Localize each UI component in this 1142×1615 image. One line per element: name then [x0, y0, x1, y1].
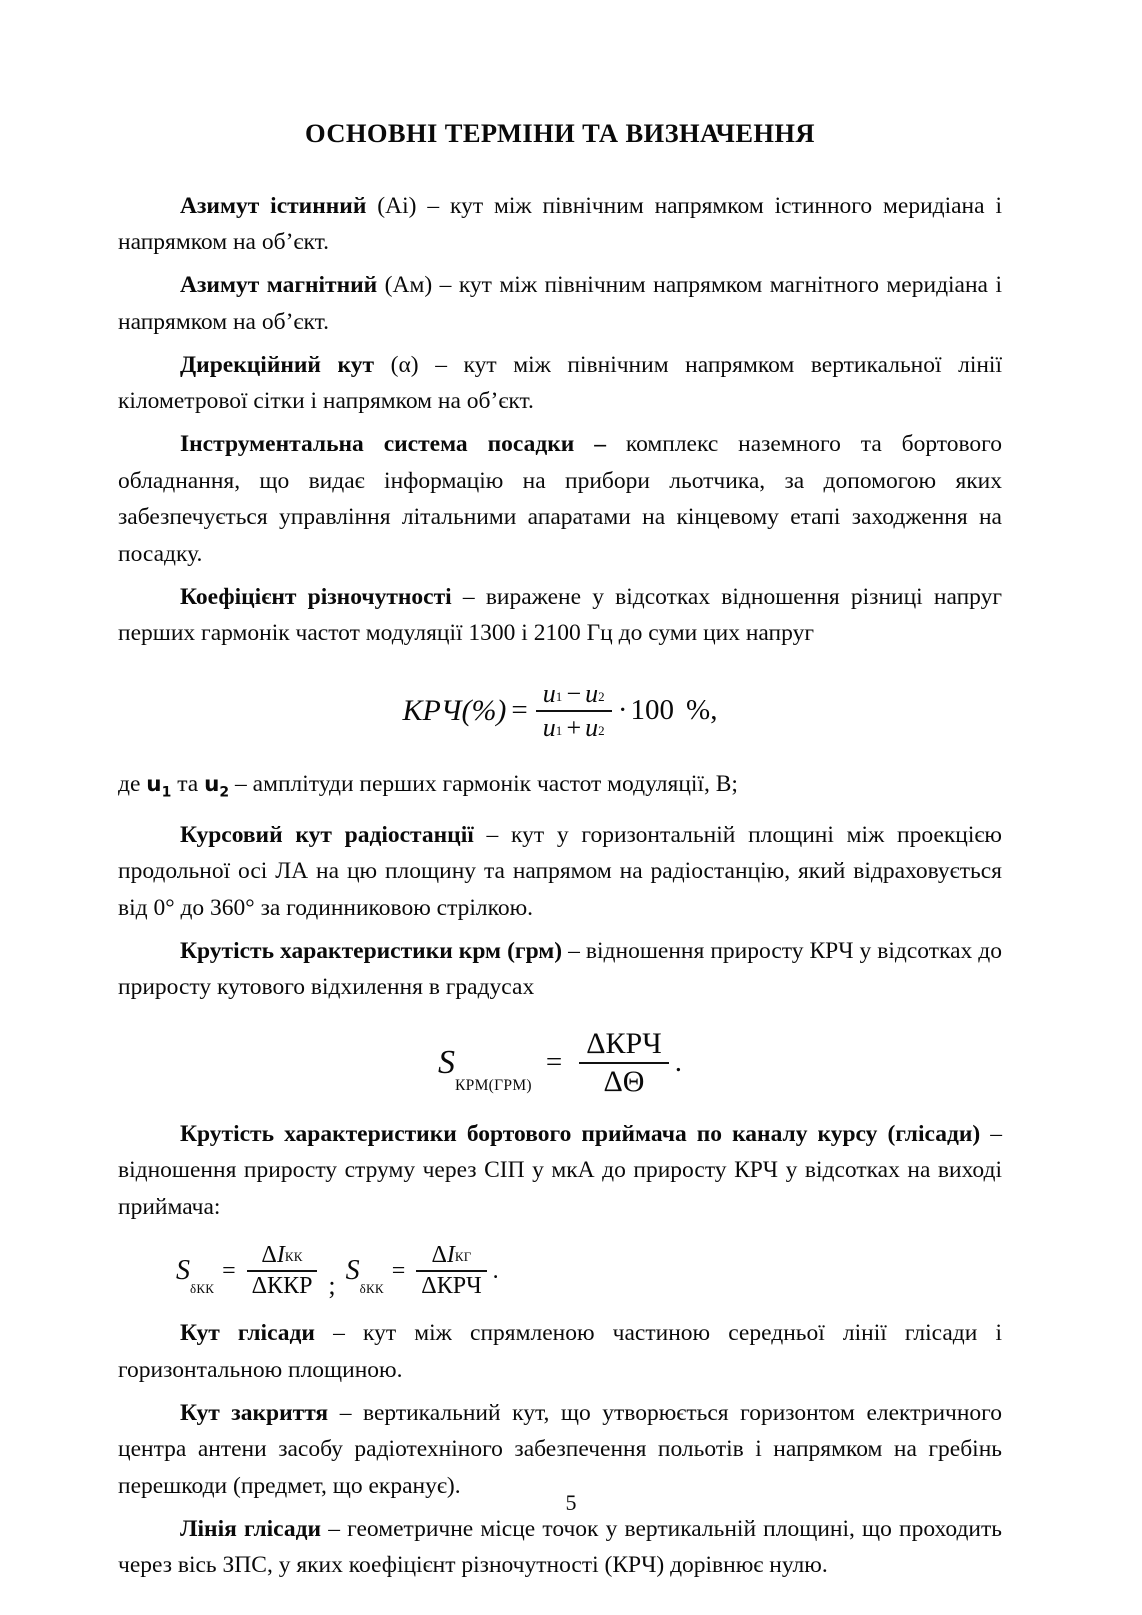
term-label: Кут глісади — [180, 1320, 315, 1347]
term-entry-kursovyi-kut-radiostantsii — [118, 817, 1002, 927]
term-definition: – виражене у відсотках відношення різниці напруг перших гармонік частот модуляції 1300 і 2100 Гц до суми цих напруг — [118, 583, 1002, 647]
term-definition: – геометричне місце точок у вертикальній площині, що проходить через вісь ЗПС, у яких коефіцієнт різночутності (КРЧ) дорівнює нулю. — [118, 1515, 1002, 1579]
formula-krch — [118, 678, 1002, 744]
formula-s-delta-kk-tail: . — [492, 1257, 499, 1284]
page-title: ОСНОВНІ ТЕРМІНИ ТА ВИЗНАЧЕННЯ — [305, 118, 815, 148]
formula-sbk1-num-delta: Δ — [261, 1242, 277, 1269]
variable-u2-letter: u — [204, 771, 220, 797]
term-definition: (Аi) – кут між північним напрямком істинного меридіана і напрямком на об’єкт. — [118, 192, 1002, 256]
formula-krch-mult-dot: · — [617, 694, 628, 727]
formula-s-delta-kk-first — [176, 1241, 320, 1301]
variable-u1-letter: u — [146, 771, 162, 797]
formula-sbk2-num-delta: Δ — [431, 1242, 447, 1269]
term-entry-dyrektsiinyi-kut — [118, 347, 1002, 420]
formula-krch-equals: = — [511, 694, 528, 727]
formula-sbk1-fraction — [247, 1241, 318, 1301]
formula-sbk1-lhs: S — [176, 1255, 190, 1287]
term-label: Лінія глісади — [180, 1515, 322, 1542]
variable-u2 — [204, 771, 230, 801]
term-definition: – кут між спрямленою частиною середньої лінії глісади і горизонтальною площиною. — [118, 1320, 1002, 1383]
formula-krch-fraction — [536, 678, 612, 744]
formula-krch-numerator — [536, 678, 612, 710]
term-entry-kut-hlisady — [118, 1315, 1002, 1388]
page-number: 5 — [565, 1490, 577, 1515]
formula-sbk2-equals: = — [391, 1257, 406, 1284]
term-entry-azimut-magnitnyi — [118, 267, 1002, 340]
formula-s-krm-tail: . — [674, 1046, 682, 1079]
formula-krch-denominator — [536, 712, 612, 744]
formula-sbk2-fraction — [416, 1241, 486, 1301]
formula-sbk2-num-var: I — [446, 1242, 455, 1269]
formula-sbk1-denominator: ΔККР — [251, 1273, 313, 1300]
formula-sbk2-denominator: ΔКРЧ — [421, 1273, 482, 1300]
term-label: Курсовий кут радіостанції — [180, 821, 474, 848]
formula-s-krm-numerator: ΔКРЧ — [586, 1026, 662, 1060]
term-definition: – відношення приросту струму через СІП у мкА до приросту КРЧ у відсотках на виході приймача: — [118, 1120, 1003, 1220]
formula-sbk1-equals: = — [222, 1257, 236, 1284]
term-label: Азимут істинний — [180, 192, 367, 219]
formula-sbk2-lhs: S — [345, 1255, 360, 1287]
formula-s-delta-kk-second — [346, 1241, 499, 1301]
formula-krch-num-left: u — [542, 678, 556, 708]
formula-krch-num-right: u — [585, 678, 599, 708]
note-prefix: де — [118, 770, 147, 797]
formula-krch-tail-unit: %, — [686, 694, 718, 727]
note-suffix: – амплітуди перших гармонік частот модуляції, В; — [229, 770, 738, 797]
formula-sbk2-lhs-sub: δКК — [359, 1281, 384, 1297]
term-label: Дирекційний кут — [180, 351, 375, 378]
term-entry-krutist-bortovoho-pryimacha — [118, 1116, 1002, 1226]
term-entry-krutist-kharakterystyky-krm — [118, 933, 1002, 1006]
note-amplitudes — [118, 766, 1002, 811]
formula-s-krm-fraction — [579, 1026, 668, 1100]
formula-s-krm — [118, 1026, 1002, 1100]
formula-krch-den-left-sub: 1 — [555, 722, 563, 738]
term-definition: – відношення приросту КРЧ у відсотках до приросту кутового відхилення в градусах — [118, 937, 1002, 1001]
term-label: Коефіцієнт різночутності — [180, 583, 452, 610]
formula-s-krm-lhs-sub: КРМ(ГРМ) — [455, 1076, 532, 1094]
term-definition: (Ам) – кут між північним напрямком магнітного меридіана і напрямком на об’єкт. — [118, 272, 1002, 335]
formula-sbk1-num-sub: КК — [284, 1249, 303, 1265]
term-definition: (α) – кут між північним напрямком вертикальної лінії кілометрової сітки і напрямком на об’єкт. — [118, 351, 1002, 415]
formula-krch-tail-value: 100 — [630, 694, 675, 727]
variable-u2-sub: 2 — [219, 784, 230, 801]
term-definition: – вертикальний кут, що утворюється горизонтом електричного центра антени засобу радіотехніного забезпечення польотів і напрямком на гребінь перешкоди (предмет, що екранує). — [118, 1399, 1002, 1499]
term-entry-azimut-istynnyi — [118, 188, 1002, 261]
variable-u1 — [146, 771, 172, 801]
formula-krch-num-left-sub: 1 — [555, 688, 563, 704]
formula-s-krm-denominator: ΔΘ — [603, 1064, 645, 1098]
formula-s-delta-kk-separator: ; — [328, 1271, 336, 1301]
formula-sbk2-num-sub: КГ — [454, 1249, 472, 1265]
term-definition: комплекс наземного та бортового обладнання, що видає інформацію на прибори льотчика, за допомогою яких забезпечується управління літальними апаратами на кінцевому етапі заходження на посадку. — [118, 431, 1002, 567]
formula-krch-num-right-sub: 2 — [598, 688, 605, 704]
term-entry-liniia-hlisady — [118, 1511, 1002, 1584]
formula-s-krm-lhs: S — [438, 1043, 456, 1081]
formula-sbk2-numerator — [426, 1241, 476, 1270]
formula-krch-den-op: + — [566, 712, 582, 742]
formula-krch-den-left: u — [542, 712, 556, 742]
page-content — [118, 0, 1002, 1584]
term-entry-koefitsiient-riznochutnosti — [118, 579, 1002, 652]
formula-krch-lhs: КРЧ(%) — [402, 693, 507, 727]
term-label: Крутість характеристики бортового приймача по каналу курсу (глісади) — [180, 1120, 981, 1147]
formula-sbk1-lhs-sub: δКК — [190, 1281, 215, 1297]
note-middle: та — [171, 770, 205, 797]
term-label: Азимут магнітний — [180, 272, 378, 299]
formula-krch-den-right-sub: 2 — [598, 722, 605, 738]
term-entry-kut-zakryttia — [118, 1395, 1002, 1505]
variable-u1-sub: 1 — [161, 784, 172, 801]
term-label: Кут закриття — [180, 1399, 329, 1426]
formula-s-krm-equals: = — [545, 1046, 563, 1079]
term-definition: – кут у горизонтальній площині між проекцією продольної осі ЛА на цю площину та напрямом на радіостанцію, який відраховується від 0° до 360° за годинниковою стрілкою. — [118, 821, 1002, 921]
formula-krch-num-op: − — [566, 678, 582, 708]
formula-krch-den-right: u — [585, 712, 599, 742]
formula-s-delta-kk-group — [118, 1241, 1002, 1301]
term-label: Крутість характеристики крм (грм) — [180, 937, 563, 964]
term-entry-instrumentalna-systema-posadky — [118, 426, 1002, 572]
term-label: Інструментальна система посадки – — [180, 431, 606, 458]
formula-sbk1-numerator — [256, 1241, 307, 1270]
formula-sbk1-num-var: I — [276, 1242, 285, 1269]
